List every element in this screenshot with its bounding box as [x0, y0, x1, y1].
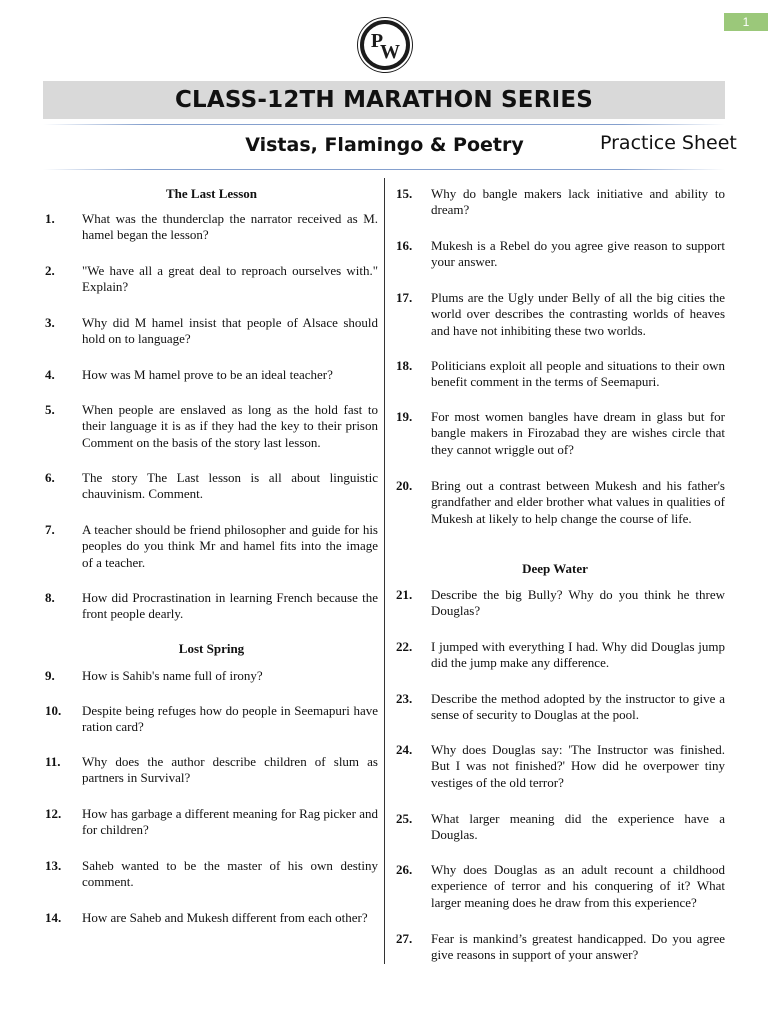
question-number: 2.: [45, 263, 55, 278]
question-text: When people are enslaved as long as the hold fast to their language it is as if they had the key to their prison Comment on the basis of the story last lesson.: [82, 402, 378, 450]
question-text: Saheb wanted to be the master of his own destiny comment.: [82, 858, 378, 890]
question-text: "We have all a great deal to reproach ourselves with." Explain?: [82, 263, 378, 295]
question-number: 27.: [396, 931, 413, 946]
page-number-badge: 1: [724, 13, 768, 31]
question-number: 5.: [45, 402, 55, 417]
question-number: 18.: [396, 358, 413, 373]
question-text: What was the thunderclap the narrator received as M. hamel began the lesson?: [82, 211, 378, 243]
question-number: 10.: [45, 703, 62, 718]
question-number: 25.: [396, 811, 413, 826]
question-text: Describe the big Bully? Why do you think he threw Douglas?: [431, 587, 725, 619]
question-number: 9.: [45, 668, 55, 683]
question-number: 3.: [45, 315, 55, 330]
section-heading-last-lesson: The Last Lesson: [165, 186, 258, 201]
question-number: 6.: [45, 470, 55, 485]
question-number: 22.: [396, 639, 413, 654]
question-number: 17.: [396, 290, 413, 305]
question-number: 8.: [45, 590, 55, 605]
question-number: 7.: [45, 522, 55, 537]
question-text: Why does Douglas say: 'The Instructor was finished. But I was not finished?' How did he overpower tiny vestiges of the old terror?: [431, 742, 725, 790]
question-text: Why does the author describe children of slum as partners in Survival?: [82, 754, 378, 786]
question-number: 11.: [45, 754, 61, 769]
divider-top: [43, 124, 725, 125]
question-text: How did Procrastination in learning French because the front people dearly.: [82, 590, 378, 622]
question-text: Why do bangle makers lack initiative and ability to dream?: [431, 186, 725, 218]
question-number: 24.: [396, 742, 413, 757]
title-bar: [43, 81, 725, 119]
question-number: 23.: [396, 691, 413, 706]
divider-mid: [43, 169, 725, 170]
page-title: CLASS-12TH MARATHON SERIES: [174, 87, 594, 113]
question-text: Bring out a contrast between Mukesh and his father's grandfather and elder brother what values in qualities of Mukesh at likely to help change the course of life.: [431, 478, 725, 526]
question-number: 20.: [396, 478, 413, 493]
question-number: 19.: [396, 409, 413, 424]
question-text: Plums are the Ugly under Belly of all the big cities the world over describes the contrasting worlds of heaves and have not inhibiting these two worlds.: [431, 290, 725, 338]
sheet-label: Practice Sheet: [600, 132, 737, 154]
section-heading-lost-spring: Lost Spring: [178, 641, 245, 656]
question-text: Mukesh is a Rebel do you agree give reason to support your answer.: [431, 238, 725, 270]
subtitle: Vistas, Flamingo & Poetry: [245, 134, 524, 156]
question-text: I jumped with everything I had. Why did Douglas jump did the jump make any difference.: [431, 639, 725, 671]
question-number: 1.: [45, 211, 55, 226]
question-text: For most women bangles have dream in glass but for bangle makers in Firozabad they are wishes circle that they cannot wriggle out of?: [431, 409, 725, 457]
question-text: Fear is mankind’s greatest handicapped. Do you agree give reasons in support of your answer?: [431, 931, 725, 963]
question-text: Why did M hamel insist that people of Alsace should hold on to language?: [82, 315, 378, 347]
question-text: The story The Last lesson is all about linguistic chauvinism. Comment.: [82, 470, 378, 502]
question-text: A teacher should be friend philosopher and guide for his peoples do you think Mr and hamel fits into the image of a teacher.: [82, 522, 378, 570]
svg-text:P: P: [370, 30, 384, 52]
question-text: How is Sahib's name full of irony?: [82, 668, 263, 683]
question-number: 14.: [45, 910, 62, 925]
svg-text:W: W: [380, 41, 400, 63]
question-number: 16.: [396, 238, 413, 253]
question-text: What larger meaning did the experience have a Douglas.: [431, 811, 725, 843]
question-text: Why does Douglas as an adult recount a childhood experience of terror and his conquering of it? What larger meaning does he draw from this experience?: [431, 862, 725, 910]
question-text: Describe the method adopted by the instructor to give a sense of security to Douglas at the pool.: [431, 691, 725, 723]
question-number: 13.: [45, 858, 62, 873]
question-number: 26.: [396, 862, 413, 877]
question-text: Despite being refuges how do people in Seemapuri have ration card?: [82, 703, 378, 735]
question-text: How are Saheb and Mukesh different from each other?: [82, 910, 368, 925]
question-number: 15.: [396, 186, 413, 201]
section-heading-deep-water: Deep Water: [522, 561, 588, 576]
question-text: How was M hamel prove to be an ideal teacher?: [82, 367, 333, 382]
question-number: 4.: [45, 367, 55, 382]
question-number: 21.: [396, 587, 413, 602]
question-text: How has garbage a different meaning for Rag picker and for children?: [82, 806, 378, 838]
question-number: 12.: [45, 806, 62, 821]
question-text: Politicians exploit all people and situations to their own benefit comment in the terms of Seemapuri.: [431, 358, 725, 390]
pw-logo: [358, 18, 412, 72]
